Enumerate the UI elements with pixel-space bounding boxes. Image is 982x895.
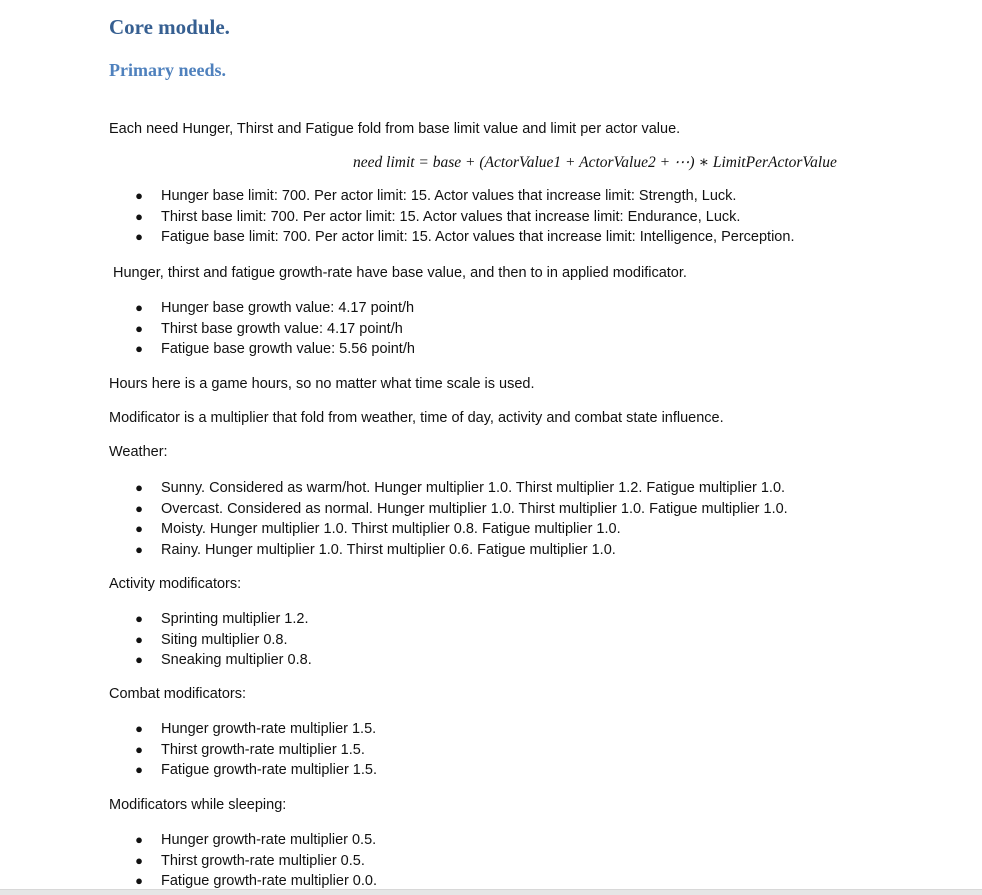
modificator-note-paragraph: Modificator is a multiplier that fold from weather, time of day, activity and combat state influence. xyxy=(109,410,724,426)
hours-note-paragraph: Hours here is a game hours, so no matter what time scale is used. xyxy=(109,376,535,392)
need-limit-formula: need limit = base + (ActorValue1 + ActorValue2 + ⋯) ∗ LimitPerActorValue xyxy=(353,154,837,171)
bullet-icon: ● xyxy=(135,762,143,777)
combat-label: Combat modificators: xyxy=(109,686,246,702)
bullet-icon: ● xyxy=(135,873,143,888)
bullet-icon: ● xyxy=(135,721,143,736)
subheading-primary-needs: Primary needs. xyxy=(109,60,226,80)
bullet-icon: ● xyxy=(135,741,143,757)
document-page: Core module. Primary needs. Each need Hunger, Thirst and Fatigue fold from base limit value and limit per actor value. need limit = base + (ActorValue1 + ActorValue2 + ⋯) ∗ LimitPerActorValue ● Hunger base limit: 700. Per actor limit: 15. Actor values that increase limit: Strength, Luck. ● Thirst base limit: 700. Per actor limit: 15. Actor values that increase limit: Endurance, Luck. ● Fatigue base limit: 700. Per actor limit: 15. Actor values that increase limit: Intelligence, Perception. Hunger, thirst and fatigue growth-rate have base value, and then to in applied modificator. ● Hunger base growth value: 4.17 point/h ● Thirst base growth value: 4.17 point/h ● Fatigue base growth value: 5.56 point/h Hours here is a game hours, so no matter what time scale is used. Modificator is a multiplier that fold from weather, time of day, activity and combat state influence. Weather: ● Sunny. Considered as warm/hot. Hunger multiplier 1.0. Thirst multiplier 1.2. Fatigue multiplier 1.0. ● Overcast. Considered as normal. Hunger multiplier 1.0. Thirst multiplier 1.0. Fatigue multiplier 1.0. ● Moisty. Hunger multiplier 1.0. Thirst multiplier 0.8. Fatigue multiplier 1.0. ● Rainy. Hunger multiplier 1.0. Thirst multiplier 0.6. Fatigue multiplier 1.0. Activity modificators: ● Sprinting multiplier 1.2. ● Siting multiplier 0.8. ● Sneaking multiplier 0.8. Combat modificators: ● Hunger growth-rate multiplier 1.5. ● Thirst growth-rate multiplier 1.5. ● Fatigue growth-rate multiplier 1.5. Modificators while sleeping: ● Hunger growth-rate multiplier 0.5. ● Thirst growth-rate multiplier 0.5. ● Fatigue growth-rate multiplier 0.0. xyxy=(0,0,982,894)
bullet-icon: ● xyxy=(135,300,143,315)
bullet-icon: ● xyxy=(135,631,143,647)
bullet-icon: ● xyxy=(135,541,143,557)
weather-label: Weather: xyxy=(109,444,168,460)
bullet-icon: ● xyxy=(135,208,143,224)
bullet-icon: ● xyxy=(135,480,143,495)
heading-core-module: Core module. xyxy=(109,15,230,39)
bullet-icon: ● xyxy=(135,652,143,667)
bullet-icon: ● xyxy=(135,852,143,868)
page-bottom-edge xyxy=(0,889,982,895)
growth-intro-paragraph: Hunger, thirst and fatigue growth-rate have base value, and then to in applied modificator. xyxy=(113,265,687,281)
bullet-icon: ● xyxy=(135,500,143,516)
activity-label: Activity modificators: xyxy=(109,576,242,592)
sleeping-label: Modificators while sleeping: xyxy=(109,797,287,813)
bullet-icon: ● xyxy=(135,188,143,203)
bullet-icon: ● xyxy=(135,611,143,626)
bullet-icon: ● xyxy=(135,341,143,356)
intro-paragraph: Each need Hunger, Thirst and Fatigue fold from base limit value and limit per actor value. xyxy=(109,121,681,137)
bullet-icon: ● xyxy=(135,521,143,536)
bullet-icon: ● xyxy=(135,832,143,847)
bullet-icon: ● xyxy=(135,229,143,244)
bullet-icon: ● xyxy=(135,320,143,336)
